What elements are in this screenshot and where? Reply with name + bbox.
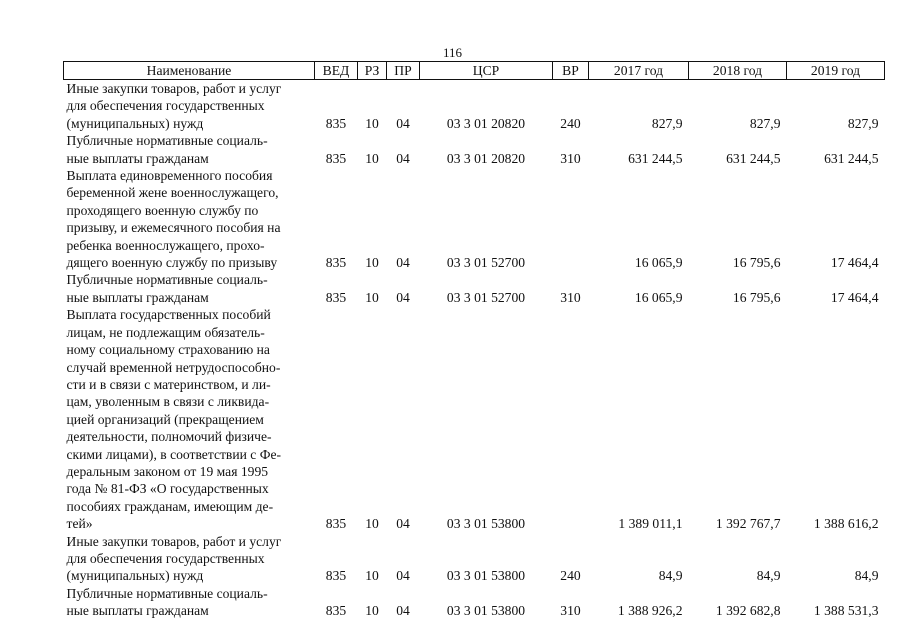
- value-2018-cell: 16 795,6: [732, 289, 781, 305]
- row-name-line: случай временной нетрудоспособно-: [66, 359, 281, 375]
- vr-cell: 240: [560, 115, 581, 131]
- ved-cell: 835: [325, 115, 347, 131]
- rz-cell: 10: [365, 568, 379, 584]
- value-2018-cell: 631 244,5: [726, 150, 781, 166]
- row-name-line: ребенка военнослужащего, прохо-: [66, 237, 265, 253]
- value-2018-cell: 827,9: [749, 115, 781, 131]
- value-2019-cell: 1 388 616,2: [813, 516, 879, 532]
- pr-cell: 04: [396, 150, 410, 166]
- csr-cell: 03 3 01 52700: [446, 289, 526, 305]
- row-name-cell: [64, 80, 315, 133]
- row-name-line: тей»: [66, 516, 93, 532]
- table-header-row: [64, 62, 885, 80]
- header-2018: 2018 год: [689, 62, 787, 80]
- row-name-cell: [64, 132, 315, 167]
- header-ved: ВЕД: [315, 62, 358, 80]
- row-name-line: для обеспечения государственных: [66, 98, 265, 114]
- header-pr: ПР: [387, 62, 420, 80]
- rz-cell: 10: [365, 255, 379, 271]
- row-name-cell: [64, 533, 315, 585]
- row-name-cell: [64, 271, 315, 306]
- value-2018-cell: 1 392 767,7: [715, 516, 781, 532]
- rz-cell: 10: [365, 516, 379, 532]
- row-name-line: Публичные нормативные социаль-: [66, 585, 268, 601]
- row-name-line: скими лицами), в соответствии с Фе-: [66, 446, 282, 462]
- csr-cell: 03 3 01 53800: [446, 603, 526, 619]
- vr-cell: 310: [560, 150, 581, 166]
- row-name-line: проходящего военную службу по: [66, 202, 259, 218]
- budget-table: [63, 61, 885, 620]
- row-name-line: Выплата государственных пособий: [66, 307, 271, 323]
- ved-cell: 835: [325, 255, 347, 271]
- pr-cell: 04: [396, 568, 410, 584]
- row-name-line: ные выплаты гражданам: [66, 289, 209, 305]
- csr-cell: 03 3 01 20820: [446, 115, 526, 131]
- row-name-line: цам, уволенным в связи с ликвида-: [66, 394, 270, 410]
- table-row: [64, 533, 885, 585]
- row-name-line: цией организаций (прекращением: [66, 411, 264, 427]
- row-name-line: (муниципальных) нужд: [66, 115, 204, 131]
- table-row: [64, 80, 885, 133]
- ved-cell: 835: [325, 603, 347, 619]
- row-name-line: Иные закупки товаров, работ и услуг: [66, 81, 282, 96]
- value-2019-cell: 1 388 531,3: [813, 603, 879, 619]
- table-row: [64, 306, 885, 532]
- vr-cell: 310: [560, 289, 581, 305]
- row-name-line: Выплата единовременного пособия: [66, 168, 273, 184]
- ved-cell: 835: [325, 568, 347, 584]
- vr-cell: 310: [560, 603, 581, 619]
- row-name-line: Публичные нормативные социаль-: [66, 133, 268, 149]
- table-row: [64, 271, 885, 306]
- row-name-line: деятельности, полномочий физиче-: [66, 429, 272, 445]
- row-name-line: пособиях гражданам, имеющим де-: [66, 498, 274, 514]
- table-body: [64, 80, 885, 620]
- pr-cell: 04: [396, 115, 410, 131]
- pr-cell: 04: [396, 516, 410, 532]
- value-2017-cell: 631 244,5: [628, 150, 683, 166]
- value-2018-cell: 16 795,6: [732, 255, 781, 271]
- row-name-line: для обеспечения государственных: [66, 550, 265, 566]
- table-row: [64, 585, 885, 620]
- ved-cell: 835: [325, 516, 347, 532]
- page-number: 116: [442, 45, 463, 60]
- row-name-line: Публичные нормативные социаль-: [66, 272, 268, 288]
- row-name-line: Иные закупки товаров, работ и услуг: [66, 533, 282, 549]
- vr-cell: [553, 167, 589, 271]
- header-rz: РЗ: [358, 62, 387, 80]
- value-2019-cell: 17 464,4: [830, 255, 879, 271]
- value-2018-cell: 1 392 682,8: [715, 603, 781, 619]
- row-name-line: беременной жене военнослужащего,: [66, 185, 279, 201]
- value-2019-cell: 17 464,4: [830, 289, 879, 305]
- value-2017-cell: 1 388 926,2: [617, 603, 683, 619]
- vr-cell: [553, 306, 589, 532]
- value-2019-cell: 631 244,5: [824, 150, 879, 166]
- row-name-line: года № 81-ФЗ «О государственных: [66, 481, 269, 497]
- header-name: Наименование: [64, 62, 315, 80]
- csr-cell: 03 3 01 53800: [446, 568, 526, 584]
- rz-cell: 10: [365, 150, 379, 166]
- row-name-cell: [64, 585, 315, 620]
- value-2017-cell: 16 065,9: [634, 255, 683, 271]
- ved-cell: 835: [325, 150, 347, 166]
- pr-cell: 04: [396, 603, 410, 619]
- value-2019-cell: 84,9: [854, 568, 879, 584]
- row-name-line: ному социальному страхованию на: [66, 342, 270, 358]
- value-2017-cell: 827,9: [651, 115, 683, 131]
- rz-cell: 10: [365, 289, 379, 305]
- value-2017-cell: 1 389 011,1: [618, 516, 683, 532]
- row-name-line: деральным законом от 19 мая 1995: [66, 463, 269, 479]
- csr-cell: 03 3 01 52700: [446, 255, 526, 271]
- vr-cell: 240: [560, 568, 581, 584]
- row-name-line: призыву, и ежемесячного пособия на: [66, 220, 281, 236]
- header-vr: ВР: [553, 62, 589, 80]
- row-name-line: ные выплаты гражданам: [66, 603, 209, 619]
- csr-cell: 03 3 01 53800: [446, 516, 526, 532]
- table-row: [64, 167, 885, 271]
- value-2017-cell: 84,9: [658, 568, 683, 584]
- row-name-line: (муниципальных) нужд: [66, 568, 204, 584]
- pr-cell: 04: [396, 255, 410, 271]
- row-name-cell: [64, 306, 315, 532]
- row-name-line: лицам, не подлежащим обязатель-: [66, 324, 265, 340]
- rz-cell: 10: [365, 603, 379, 619]
- ved-cell: 835: [325, 289, 347, 305]
- row-name-line: сти и в связи с материнством, и ли-: [66, 376, 271, 392]
- value-2018-cell: 84,9: [756, 568, 781, 584]
- header-2019: 2019 год: [787, 62, 885, 80]
- rz-cell: 10: [365, 115, 379, 131]
- pr-cell: 04: [396, 289, 410, 305]
- value-2019-cell: 827,9: [847, 115, 879, 131]
- value-2017-cell: 16 065,9: [634, 289, 683, 305]
- table-row: [64, 132, 885, 167]
- header-2017: 2017 год: [589, 62, 689, 80]
- row-name-cell: [64, 167, 315, 271]
- csr-cell: 03 3 01 20820: [446, 150, 526, 166]
- row-name-line: ные выплаты гражданам: [66, 150, 209, 166]
- row-name-line: дящего военную службу по призыву: [66, 255, 278, 271]
- header-csr: ЦСР: [420, 62, 553, 80]
